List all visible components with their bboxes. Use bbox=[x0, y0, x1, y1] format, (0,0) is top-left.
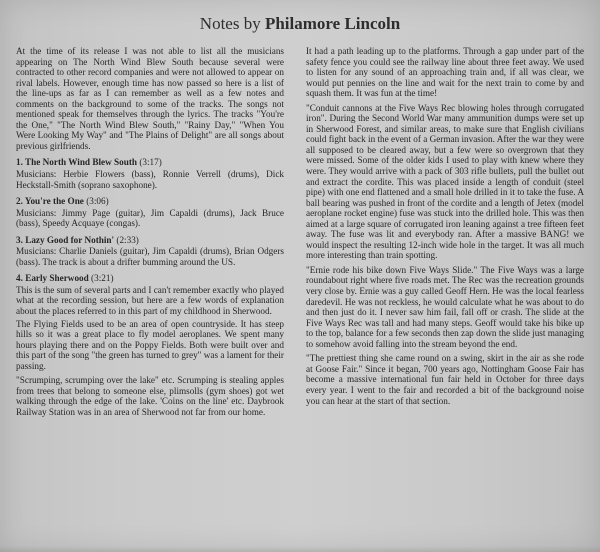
track-name: 3. Lazy Good for Nothin' bbox=[16, 234, 115, 245]
track-title bbox=[16, 196, 284, 207]
track-duration: (3:06) bbox=[86, 196, 109, 207]
track-duration: (3:21) bbox=[91, 273, 114, 284]
body-paragraph: "Scrumping, scrumping over the lake" etc. Scrumping is stealing apples from trees that belong to someone else, plimsolls (gym shoes) got wet walking through the edge of the lake. 'Coins on the line' etc. Daybrook Railway Station was in an area of Sherwood not far from our home. bbox=[16, 375, 284, 417]
track-entry bbox=[16, 235, 284, 268]
left-column bbox=[16, 46, 284, 422]
body-paragraph: "Conduit cannons at the Five Ways Rec blowing holes through corrugated iron". During the Second World War many ammunition dumps were set up in Sherwood Forest, and similar areas, to make sure that English civilians could fight back in the event of a German invasion. After the war they were all supposed to be cleared away, but a few were so overgrown that they were missed. Some of the older kids I used to play with knew where they were. They would arrive with a pack of 303 rifle bullets, pull the bullet out and extract the cordite. This was placed inside a length of conduit (steel pipe) with one end flattened and a small hole drilled in it to take the fuse. A ball bearing was pushed in front of the cordite and a length of Jetex (model aeroplane rocket engine) fuse was stuck into the drilled hole. This was then aimed at a large square of corrugated iron leaning against a tree fifteen feet away. The fuse was lit and everybody ran. After a massive BANG! we would inspect the resulting 12-inch wide hole in the target. It was all much more interesting than train spotting. bbox=[306, 102, 584, 261]
author-name: Philamore Lincoln bbox=[264, 14, 401, 33]
track-musicians: Musicians: Jimmy Page (guitar), Jim Capaldi (drums), Jack Bruce (bass), Speedy Acquaye (congas). bbox=[16, 207, 284, 229]
page-edge-shadow bbox=[0, 546, 600, 552]
track-musicians: Musicians: Herbie Flowers (bass), Ronnie Verrell (drums), Dick Heckstall-Smith (soprano saxophone). bbox=[16, 169, 284, 190]
track-name: 2. You're the One bbox=[16, 196, 84, 207]
track-entry bbox=[16, 273, 284, 316]
track-title bbox=[16, 235, 284, 246]
track-description: This is the sum of several parts and I can't remember exactly who played what at the recording session, but here are a few words of explanation about the places referred to in this part of my childhood in Sherwood. bbox=[16, 284, 284, 317]
body-paragraph: The Flying Fields used to be an area of open countryside. It has steep hills so it was a great place to fly model aeroplanes. We spent many hours playing there and on the Poppy Fields. Both were built over and this part of the song "the green has turned to grey" was a lament for their passing. bbox=[16, 318, 284, 371]
track-title bbox=[16, 273, 284, 284]
track-name: 1. The North Wind Blew South bbox=[16, 157, 138, 168]
title-prefix: Notes by bbox=[199, 14, 261, 33]
track-duration: (2:33) bbox=[116, 234, 139, 245]
track-entry bbox=[16, 196, 284, 229]
intro-paragraph: At the time of its release I was not able to list all the musicians appearing on The North Wind Blew South because several were contracted to other record companies and were not allowed to appear on rival labels. However, enough time has now passed so here is a list of the line-ups as far as I can remember as well as a few notes and comments on the background to some of the tracks. The songs not mentioned speak for themselves through the lyrics. The tracks "You're the One," "The North Wind Blew South," "Rainy Day," "When You Were Looking My Way" and "The Plains of Delight" are all songs about previous girlfriends. bbox=[16, 46, 284, 151]
body-paragraph: "The prettiest thing she came round on a swing, skirt in the air as she rode at Goose Fair." Since it began, 700 years ago, Nottingham Goose Fair has become a massive international fun fair held in October for three days every year. I went to the fair and recorded a bit of the background noise you can hear at the start of that section. bbox=[306, 353, 584, 406]
track-name: 4. Early Sherwood bbox=[16, 273, 89, 284]
body-paragraph: It had a path leading up to the platforms. Through a gap under part of the safety fence you could see the railway line about three feet away. We used to listen for any sound of an approaching train and, if all was clear, we would put pennies on the line and wait for the next train to come by and squash them. It was fun at the time! bbox=[306, 46, 584, 99]
track-musicians: Musicians: Charlie Daniels (guitar), Jim Capaldi (drums), Brian Odgers (bass). The track is about a drifter bumming around the US. bbox=[16, 246, 284, 267]
track-duration: (3:17) bbox=[139, 157, 162, 168]
track-entry bbox=[16, 157, 284, 190]
body-paragraph: "Ernie rode his bike down Five Ways Slide." The Five Ways was a large roundabout right where five roads met. The Rec was the recreation grounds very close by. Ernie was a guy called Geoff Hern. He was the local fearless daredevil. He was not reckless, he would calculate what he was about to do and then just do it. I never saw him fail, fall off or crash. The slide at the Five Ways Rec was tall and had many steps. Geoff would take his bike up to the top, balance for a few seconds then zap down the slide just managing to somehow avoid falling into the stream beyond the end. bbox=[306, 264, 584, 349]
page-title bbox=[0, 14, 600, 34]
right-column bbox=[306, 46, 584, 410]
track-title bbox=[16, 157, 284, 168]
